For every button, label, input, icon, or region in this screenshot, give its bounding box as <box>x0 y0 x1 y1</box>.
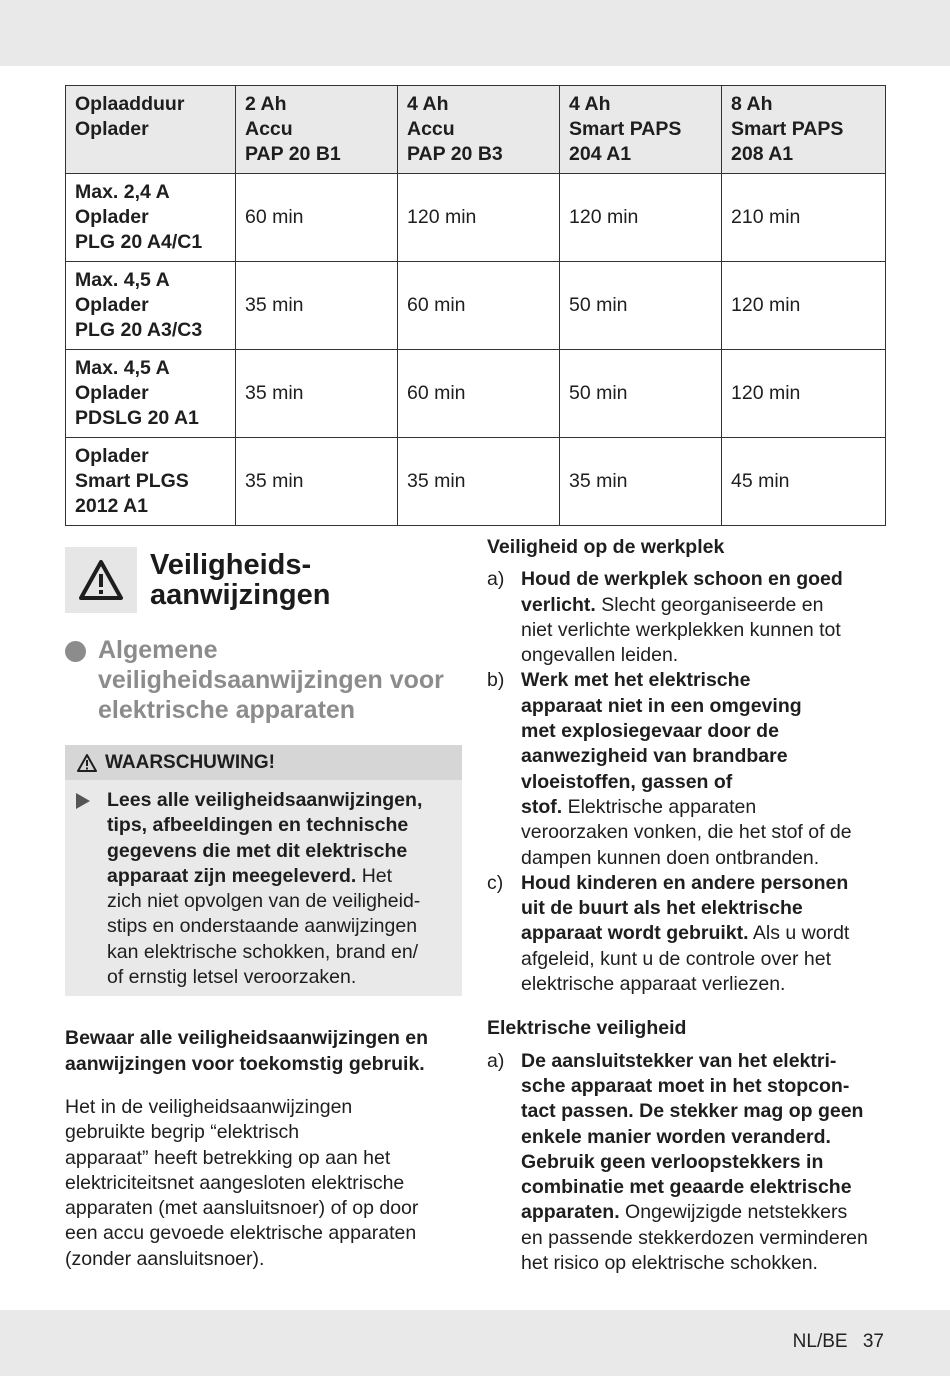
table-header-cell: 4 Ah Accu PAP 20 B3 <box>398 86 560 174</box>
table-cell: 120 min <box>722 350 886 438</box>
section-title: Veiligheids- aanwijzingen <box>150 549 331 611</box>
item-label: c) <box>487 871 504 894</box>
section-heading <box>65 547 462 613</box>
item-text <box>521 567 843 668</box>
item-text-bold: Werk met het elektrische apparaat niet in een omgeving met explosiegevaar door de aanwezigheid van brandbare vloeistoffen, gassen of stof. <box>521 669 802 818</box>
table-row <box>66 350 886 438</box>
warning-body <box>65 780 462 996</box>
row-header-cell: Oplader Smart PLGS 2012 A1 <box>66 438 236 526</box>
warning-box <box>65 745 462 996</box>
warning-header <box>65 745 462 780</box>
warning-text-normal: Het zich niet opvolgen van de veiligheid- stips en onderstaande aanwijzingen kan elektrische schokken, brand en/ of ernstig letsel veroorzaken. <box>107 864 421 989</box>
right-column <box>487 535 887 1276</box>
table-cell: 50 min <box>560 262 722 350</box>
table-cell: 60 min <box>398 262 560 350</box>
warning-triangle-icon <box>76 753 98 773</box>
table-header-cell: 4 Ah Smart PAPS 204 A1 <box>560 86 722 174</box>
table-cell: 60 min <box>236 174 398 262</box>
item-text-normal: Als u wordt afgeleid, kunt u de controle over het elektrische apparaat verliezen. <box>521 922 850 996</box>
item-label: a) <box>487 1049 505 1072</box>
item-text-bold: Houd kinderen en andere personen uit de buurt als het elektrische apparaat wordt gebruikt. <box>521 871 849 945</box>
table-cell: 120 min <box>398 174 560 262</box>
warning-triangle-icon <box>65 547 137 613</box>
bullet-dot-icon <box>65 641 86 662</box>
list-item <box>487 668 887 870</box>
table-cell: 35 min <box>236 350 398 438</box>
list-item <box>487 1049 887 1277</box>
item-text-normal: Elektrische apparaten veroorzaken vonken, die het stof of de dampen kunnen doen ontbranden. <box>521 795 852 869</box>
table-header-row <box>66 86 886 174</box>
electrical-heading: Elektrische veiligheid <box>487 1017 687 1040</box>
table-cell: 120 min <box>722 262 886 350</box>
row-header-cell: Max. 2,4 A Oplader PLG 20 A4/C1 <box>66 174 236 262</box>
table-row <box>66 174 886 262</box>
arrow-right-icon <box>76 793 90 809</box>
table-row <box>66 438 886 526</box>
table-cell: 35 min <box>560 438 722 526</box>
table-header-cell: Oplaadduur Oplader <box>66 86 236 174</box>
definition-paragraph: Het in de veiligheidsaanwijzingen gebruikte begrip “elektrisch apparaat” heeft betrekking op aan het elektriciteitsnet aangesloten elektrische apparaten (met aansluitsnoer) of op door een accu gevoede elektrische apparaten (zonder aansluitsnoer). <box>65 1095 419 1270</box>
row-header-cell: Max. 4,5 A Oplader PLG 20 A3/C3 <box>66 262 236 350</box>
item-text <box>521 871 849 997</box>
header-band <box>0 0 950 66</box>
table-cell: 210 min <box>722 174 886 262</box>
table-cell: 35 min <box>236 262 398 350</box>
table-cell: 45 min <box>722 438 886 526</box>
row-header-cell: Max. 4,5 A Oplader PDSLG 20 A1 <box>66 350 236 438</box>
item-text-bold: De aansluitstekker van het elektri- sche apparaat moet in het stopcon- tact passen. De stekker mag op geen enkele manier worden veranderd. Gebruik geen verloopstekkers in combinatie met geaarde elektrische apparaten. <box>521 1049 864 1224</box>
item-text-normal: Slecht georganiseerde en niet verlichte werkplekken kunnen tot ongevallen leiden. <box>521 593 841 667</box>
item-text-bold: Houd de werkplek schoon en goed verlicht. <box>521 568 843 616</box>
table-cell: 120 min <box>560 174 722 262</box>
item-text <box>521 668 852 870</box>
table-header-cell: 8 Ah Smart PAPS 208 A1 <box>722 86 886 174</box>
page-footer <box>793 1331 884 1353</box>
item-text-normal: Ongewijzigde netstekkers en passende stekkerdozen verminderen het risico op elektrische schokken. <box>521 1201 868 1275</box>
table-cell: 50 min <box>560 350 722 438</box>
table-row <box>66 262 886 350</box>
subsection-title: Algemene veiligheidsaanwijzingen voor elektrische apparaten <box>98 636 444 724</box>
item-label: a) <box>487 568 505 591</box>
table-cell: 35 min <box>398 438 560 526</box>
list-item <box>487 871 887 997</box>
table-cell: 35 min <box>236 438 398 526</box>
warning-text-bold: Lees alle veiligheidsaanwijzingen, tips, afbeeldingen en technische gegevens die met dit elektrische apparaat zijn meegeleverd. <box>107 789 423 887</box>
subsection-heading <box>65 635 462 725</box>
table-header-cell: 2 Ah Accu PAP 20 B1 <box>236 86 398 174</box>
list-item <box>487 567 887 668</box>
table-cell: 60 min <box>398 350 560 438</box>
item-text <box>521 1049 868 1277</box>
workplace-heading: Veiligheid op de werkplek <box>487 536 725 558</box>
warning-label: WAARSCHUWING! <box>105 751 275 773</box>
left-column <box>65 547 462 1272</box>
item-label: b) <box>487 669 505 692</box>
footer-region: NL/BE <box>792 1331 848 1352</box>
keep-instructions-note: Bewaar alle veiligheidsaanwijzingen en aanwijzingen voor toekomstig gebruik. <box>65 1027 429 1075</box>
warning-text <box>107 788 422 990</box>
charging-time-table <box>65 85 886 526</box>
page-number: 37 <box>862 1331 884 1352</box>
